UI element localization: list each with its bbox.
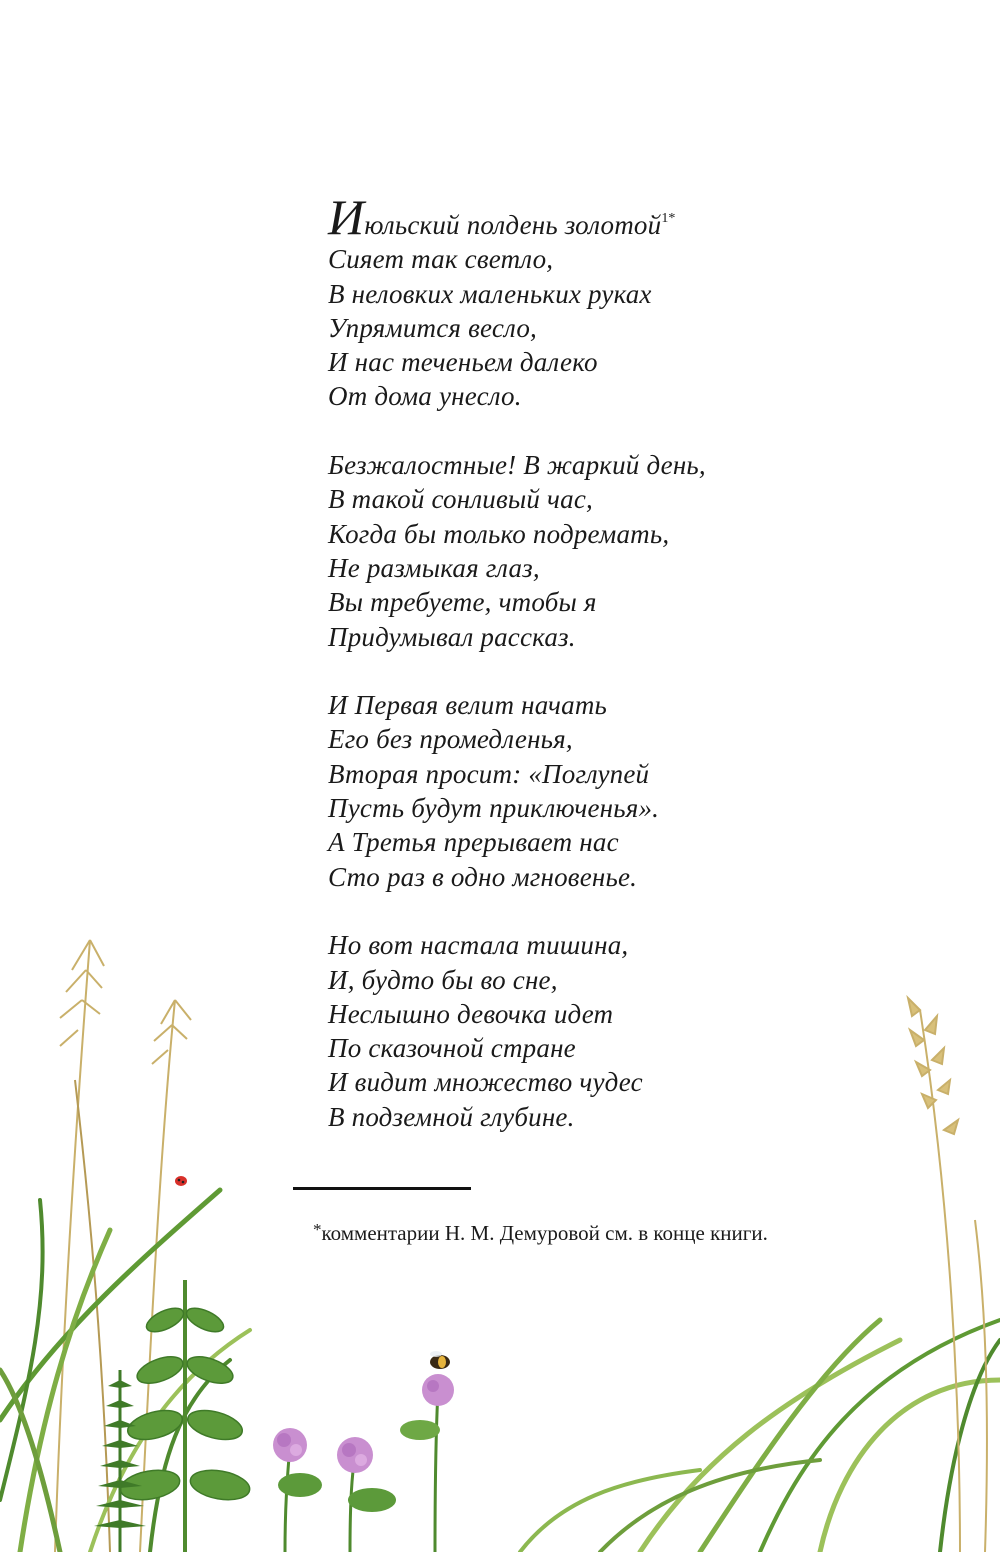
poem-line: Упрямится весло, — [328, 312, 538, 343]
dry-grass-right — [908, 998, 987, 1552]
footnote-reference: 1* — [661, 211, 676, 226]
poem-line: От дома унесло. — [328, 381, 522, 412]
dry-grass-left — [55, 940, 191, 1552]
poem-line: Придумывал рассказ. — [328, 621, 576, 652]
poem-line: Когда бы только подремать, — [328, 518, 670, 549]
poem-line: Вторая просит: «Поглупей — [328, 758, 650, 789]
poem-line: Сто раз в одно мгновенье. — [328, 861, 638, 892]
nettle-plant — [118, 1280, 252, 1552]
poem-line: Пусть будут приключенья». — [328, 793, 660, 824]
poem-line: Неслышно девочка идет — [328, 998, 614, 1029]
footnote-marker: * — [313, 1220, 322, 1239]
poem-line: Не размыкая глаз, — [328, 552, 540, 583]
first-line-text: юльский полдень золотой — [364, 210, 662, 240]
poem-line: Его без промедленья, — [328, 724, 573, 755]
poem-line: Но вот настала тишина, — [328, 930, 629, 961]
stanza-gap — [328, 654, 948, 688]
poem-line: И, будто бы во сне, — [328, 964, 558, 995]
drop-cap: И — [328, 189, 365, 245]
stanza-2 — [328, 448, 948, 654]
poem-line: Сияет так светло, — [328, 244, 554, 275]
poem-line: По сказочной стране — [328, 1033, 576, 1064]
clover-flowers — [273, 1374, 454, 1552]
meadow-illustration — [0, 900, 1000, 1552]
bee-icon — [430, 1351, 450, 1369]
stanza-3 — [328, 688, 948, 894]
poem-line: И Первая велит начать — [328, 690, 608, 721]
poem-line: И видит множество чудес — [328, 1067, 643, 1098]
grass-blades-right — [520, 1320, 1000, 1552]
poem-line — [328, 189, 948, 245]
poem-line: А Третья прерывает нас — [328, 827, 619, 858]
fern-plant — [94, 1370, 146, 1552]
footnote-text: комментарии Н. М. Демуровой см. в конце книги. — [321, 1221, 768, 1245]
poem-line: И нас теченьем далеко — [328, 347, 598, 378]
stanza-1 — [328, 189, 948, 414]
ladybug-icon — [175, 1176, 187, 1186]
poem-line: Безжалостные! В жаркий день, — [328, 450, 706, 481]
stanza-gap — [328, 414, 948, 448]
poem-line: Вы требуете, чтобы я — [328, 587, 597, 618]
poem-line: В такой сонливый час, — [328, 484, 593, 515]
poem-line: В подземной глубине. — [328, 1101, 575, 1132]
poem-line: В неловких маленьких руках — [328, 278, 652, 309]
